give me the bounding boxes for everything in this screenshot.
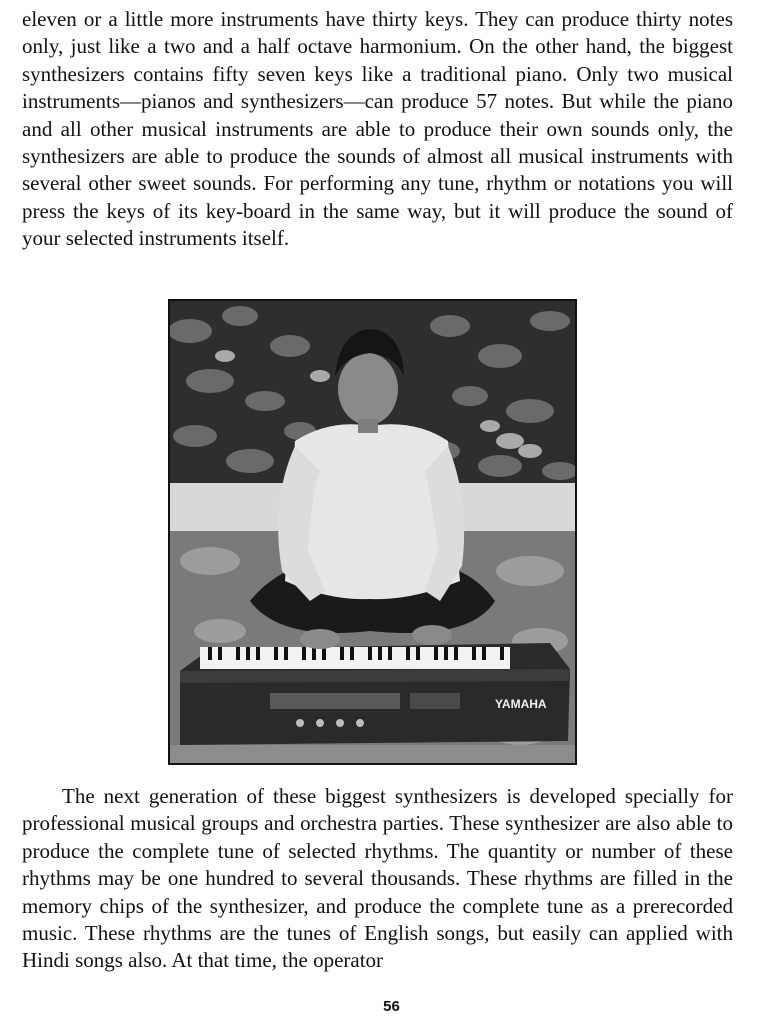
page-number: 56 — [383, 998, 400, 1015]
keyboard-brand-label: YAMAHA — [495, 697, 547, 711]
body-paragraph-2: The next generation of these biggest synthesizers is developed specially for professional musical groups and orchestra parties. These synthesizer are also able to produce the complete tune of selected rhythms. The quantity or number of these rhythms may be one hundred to several thousands. These rhythms are filled in the memory chips of the synthesizer, and produce the complete tune as a prerecorded music. These rhythms are the tunes of English songs, but easily can applied with Hindi songs also. At that time, the operator — [22, 784, 733, 973]
photo-man-playing-keyboard — [168, 299, 577, 765]
body-paragraph-1: eleven or a little more instruments have thirty keys. They can produce thirty notes only, just like a two and a half octave harmonium. On the other hand, the biggest synthesizers contains fifty seven keys like a traditional piano. Only two musical instruments—pianos and synthesizers—can produce 57 notes. But while the piano and all other musical instruments are able to produce their own sounds only, the synthesizers are able to produce the sounds of almost all musical instruments with several other sweet sounds. For performing any tune, rhythm or notations you will press the keys of its key-board in the same way, but it will produce the sound of your selected instruments itself. — [22, 7, 733, 251]
